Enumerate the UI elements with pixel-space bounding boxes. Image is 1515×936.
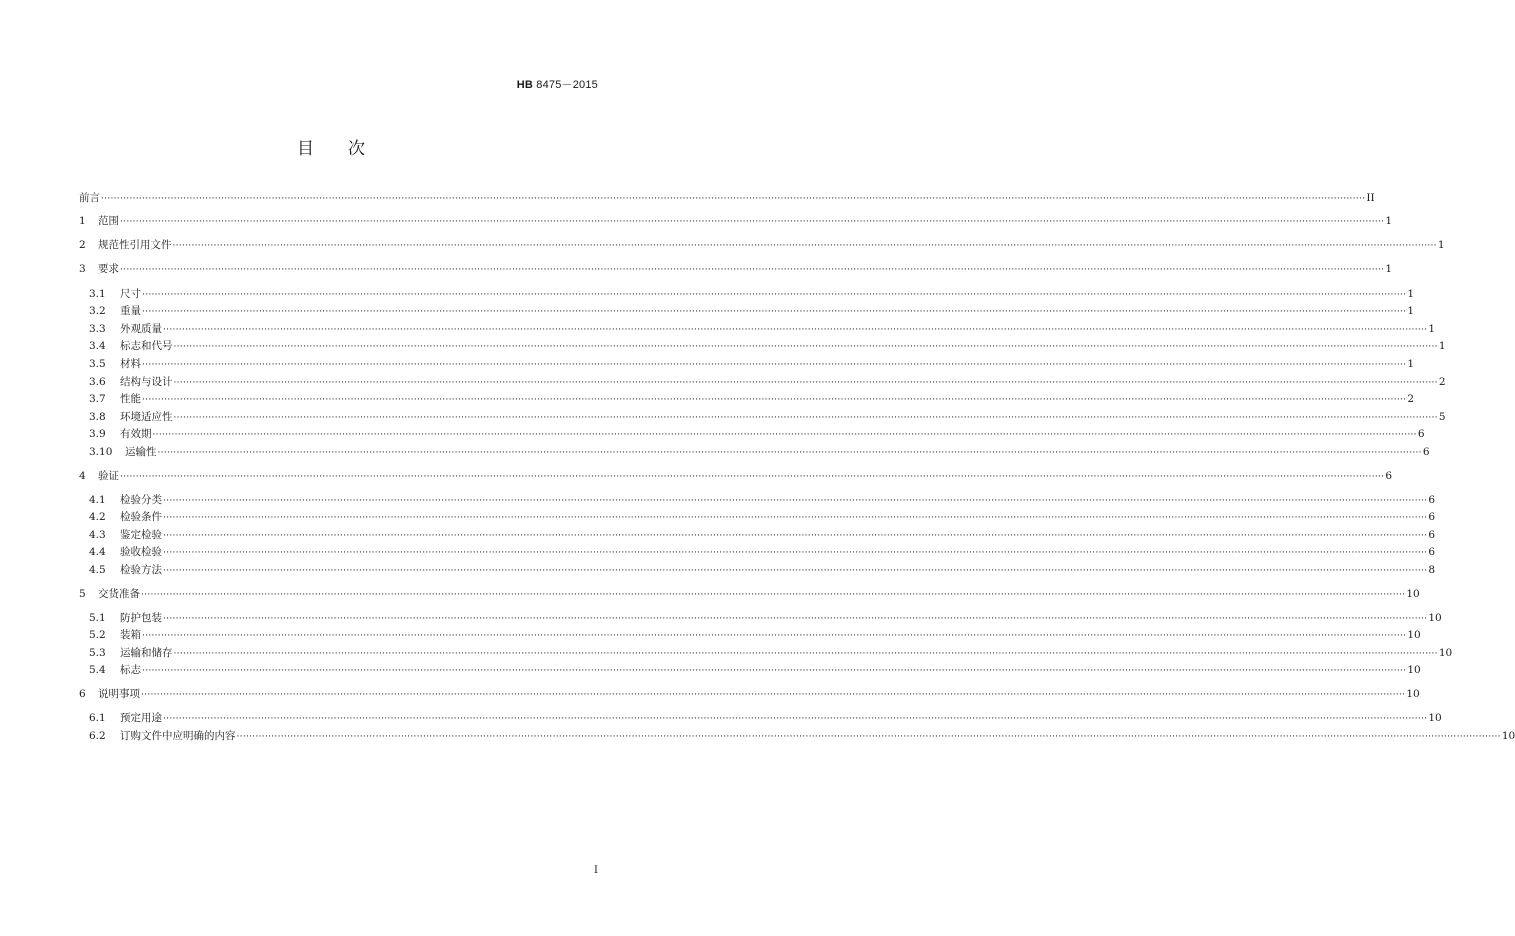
toc-entry-label: 结构与设计 [120, 376, 173, 388]
toc-entry-page: 10 [1428, 612, 1442, 624]
toc-leader-dots: ················································································································································································································································································································································································································ [120, 472, 1385, 482]
toc-entry-page: 6 [1417, 428, 1425, 440]
toc-entry-number: 6 [79, 688, 86, 700]
toc-entry-label: 验收检验 [120, 546, 162, 558]
toc-title: 目次 [297, 139, 399, 159]
toc-entry[interactable] [89, 510, 1436, 524]
toc-entry[interactable] [79, 687, 1420, 701]
toc-leader-dots: ················································································································································································································································································································································································································ [101, 194, 1366, 204]
toc-entry[interactable] [89, 528, 1436, 542]
toc-entry[interactable] [89, 493, 1436, 507]
toc-leader-dots: ················································································································································································································································································································································································································ [163, 496, 1428, 506]
toc-entry[interactable] [89, 445, 1430, 459]
toc-entry-number: 5.4 [89, 664, 106, 676]
toc-entry-label: 检验条件 [120, 511, 162, 523]
standard-code-number: 8475－2015 [533, 79, 598, 91]
toc-entry-label: 要求 [98, 263, 119, 275]
toc-leader-dots: ················································································································································································································································································································································································································ [141, 590, 1406, 600]
toc-entry-page: 1 [1438, 340, 1446, 352]
toc-leader-dots: ················································································································································································································································································································································································································ [173, 649, 1438, 659]
toc-entry-number: 3.9 [89, 428, 106, 440]
toc-entry-number: 3.5 [89, 358, 106, 370]
toc-entry-number: 4 [79, 470, 86, 482]
toc-entry-page: 10 [1406, 588, 1420, 600]
toc-entry-page: 2 [1407, 393, 1415, 405]
toc-entry-label: 环境适应性 [120, 411, 173, 423]
toc-leader-dots: ················································································································································································································································································································································································································ [163, 614, 1428, 624]
toc-entry-number: 6.1 [89, 712, 106, 724]
toc-entry-number: 3.4 [89, 340, 106, 352]
toc-entry[interactable] [79, 587, 1420, 601]
toc-leader-dots: ················································································································································································································································································································································································································ [152, 430, 1417, 440]
toc-entry-label: 重量 [120, 305, 141, 317]
toc-entry-page: 8 [1428, 564, 1436, 576]
toc-entry[interactable] [89, 322, 1436, 336]
toc-entry-page: 6 [1385, 470, 1393, 482]
toc-entry[interactable] [89, 392, 1415, 406]
toc-entry-number: 3 [79, 263, 86, 275]
toc-leader-dots: ················································································································································································································································································································································································································ [142, 666, 1407, 676]
standard-code-prefix: HB [516, 79, 533, 91]
toc-entry-number: 4.3 [89, 529, 106, 541]
toc-entry-page: 1 [1428, 323, 1436, 335]
toc-entry-label: 验证 [98, 470, 119, 482]
toc-entry-label: 检验方法 [120, 564, 162, 576]
toc-entry-label: 有效期 [120, 428, 152, 440]
toc-leader-dots: ················································································································································································································································································································································································································ [120, 217, 1385, 227]
toc-entry-page: 6 [1428, 494, 1436, 506]
toc-entry-page: 1 [1407, 358, 1415, 370]
toc-entry-label: 检验分类 [120, 494, 162, 506]
toc-entry-number: 1 [79, 215, 86, 227]
toc-entry-label: 装箱 [120, 629, 141, 641]
toc-entry[interactable] [79, 469, 1393, 483]
toc-entry[interactable] [89, 646, 1453, 660]
toc-entry[interactable] [89, 287, 1415, 301]
toc-entry[interactable] [89, 663, 1421, 677]
toc-leader-dots: ················································································································································································································································································································································································································ [163, 531, 1428, 541]
toc-entry-label: 外观质量 [120, 323, 162, 335]
toc-entry-page: 10 [1407, 664, 1421, 676]
toc-entry-label: 范围 [98, 215, 119, 227]
toc-entry-label: 交货准备 [98, 588, 140, 600]
toc-entry-page: II [1366, 192, 1375, 204]
toc-entry-label: 预定用途 [120, 712, 162, 724]
toc-entry-label: 鉴定检验 [120, 529, 162, 541]
toc-entry[interactable] [89, 357, 1415, 371]
toc-leader-dots: ················································································································································································································································································································································································································ [173, 378, 1438, 388]
toc-entry-number: 4.2 [89, 511, 106, 523]
toc-entry-page: 6 [1428, 546, 1436, 558]
toc-entry-page: 10 [1438, 647, 1453, 659]
toc-leader-dots: ················································································································································································································································································································································································································ [163, 714, 1428, 724]
toc-leader-dots: ················································································································································································································································································································································································································ [142, 307, 1407, 317]
toc-leader-dots: ················································································································································································································································································································································································································ [142, 360, 1407, 370]
toc-leader-dots: ················································································································································································································································································································································································································ [157, 448, 1422, 458]
toc-entry[interactable] [89, 410, 1446, 424]
toc-entry-number: 5.2 [89, 629, 106, 641]
toc-entry-number: 5 [79, 588, 86, 600]
toc-entry[interactable] [89, 611, 1442, 625]
toc-leader-dots: ················································································································································································································································································································································································································ [142, 395, 1407, 405]
toc-leader-dots: ················································································································································································································································································································································································································ [120, 265, 1385, 275]
toc-entry-label: 规范性引用文件 [98, 239, 172, 251]
toc-entry-number: 3.1 [89, 288, 106, 300]
toc-entry-number: 5.1 [89, 612, 106, 624]
toc-entry-page: 6 [1422, 446, 1430, 458]
toc-entry-label: 说明事项 [98, 688, 140, 700]
toc-entry-number: 5.3 [89, 647, 106, 659]
toc-entry-page: 5 [1438, 411, 1446, 423]
toc-entry-page: 10 [1406, 688, 1420, 700]
toc-entry-label: 防护包装 [120, 612, 162, 624]
toc-leader-dots: ················································································································································································································································································································································································································ [172, 241, 1437, 251]
toc-entry[interactable] [89, 545, 1436, 559]
toc-leader-dots: ················································································································································································································································································································································································································ [163, 548, 1428, 558]
toc-entry-number: 3.6 [89, 376, 106, 388]
toc-leader-dots: ················································································································································································································································································································································································································ [163, 566, 1428, 576]
toc-entry[interactable] [89, 375, 1446, 389]
toc-entry-page: 2 [1438, 376, 1446, 388]
toc-leader-dots: ················································································································································································································································································································································································································ [142, 290, 1407, 300]
toc-entry-number: 4.4 [89, 546, 106, 558]
toc-leader-dots: ················································································································································································································································································································································································································ [163, 325, 1428, 335]
toc-entry-page: 10 [1501, 730, 1515, 742]
toc-leader-dots: ················································································································································································································································································································································································································ [163, 513, 1428, 523]
toc-entry-label: 订购文件中应明确的内容 [120, 730, 236, 742]
toc-entry-label: 性能 [120, 393, 141, 405]
toc-entry-label: 运输和储存 [120, 647, 173, 659]
toc-entry[interactable] [79, 191, 1375, 205]
toc-entry-number: 3.8 [89, 411, 106, 423]
toc-entry[interactable] [89, 427, 1425, 441]
toc-entry[interactable] [89, 711, 1442, 725]
toc-entry-label: 标志和代号 [120, 340, 173, 352]
toc-entry[interactable] [89, 304, 1415, 318]
standard-code [517, 76, 598, 92]
toc-entry[interactable] [89, 563, 1436, 577]
toc-entry-label: 材料 [120, 358, 141, 370]
toc-leader-dots: ················································································································································································································································································································································································································ [142, 631, 1407, 641]
toc-entry-number: 6.2 [89, 730, 106, 742]
toc-entry-page: 1 [1385, 263, 1393, 275]
toc-entry-number: 3.10 [89, 446, 113, 458]
toc-entry-page: 1 [1437, 239, 1445, 251]
toc-leader-dots: ················································································································································································································································································································································································································ [236, 732, 1501, 742]
toc-entry-number: 4.1 [89, 494, 106, 506]
page-number: I [594, 865, 598, 876]
toc-entry-number: 3.7 [89, 393, 106, 405]
toc-entry-label: 标志 [120, 664, 141, 676]
toc-leader-dots: ················································································································································································································································································································································································································ [173, 413, 1438, 423]
toc-entry-number: 3.2 [89, 305, 106, 317]
toc-entry-label: 尺寸 [120, 288, 141, 300]
toc-entry-page: 10 [1407, 629, 1421, 641]
toc-entry[interactable] [89, 339, 1446, 353]
toc-entry-page: 1 [1407, 305, 1415, 317]
toc-entry[interactable] [79, 238, 1445, 252]
toc-entry-page: 1 [1407, 288, 1415, 300]
toc-entry-page: 10 [1428, 712, 1442, 724]
toc-entry-number: 4.5 [89, 564, 106, 576]
toc-entry-page: 1 [1385, 215, 1393, 227]
toc-leader-dots: ················································································································································································································································································································································································································ [141, 690, 1406, 700]
toc-entry-page: 6 [1428, 511, 1436, 523]
toc-entry[interactable] [79, 262, 1393, 276]
toc-entry-number: 2 [79, 239, 86, 251]
toc-entry-page: 6 [1428, 529, 1436, 541]
toc-entry-number: 3.3 [89, 323, 106, 335]
toc-entry-label: 前言 [79, 192, 100, 204]
toc-entry-label: 运输性 [125, 446, 157, 458]
toc-entry[interactable] [79, 214, 1393, 228]
toc-entry[interactable] [89, 628, 1421, 642]
toc-entry[interactable] [89, 729, 1515, 743]
toc-leader-dots: ················································································································································································································································································································································································································ [173, 342, 1438, 352]
